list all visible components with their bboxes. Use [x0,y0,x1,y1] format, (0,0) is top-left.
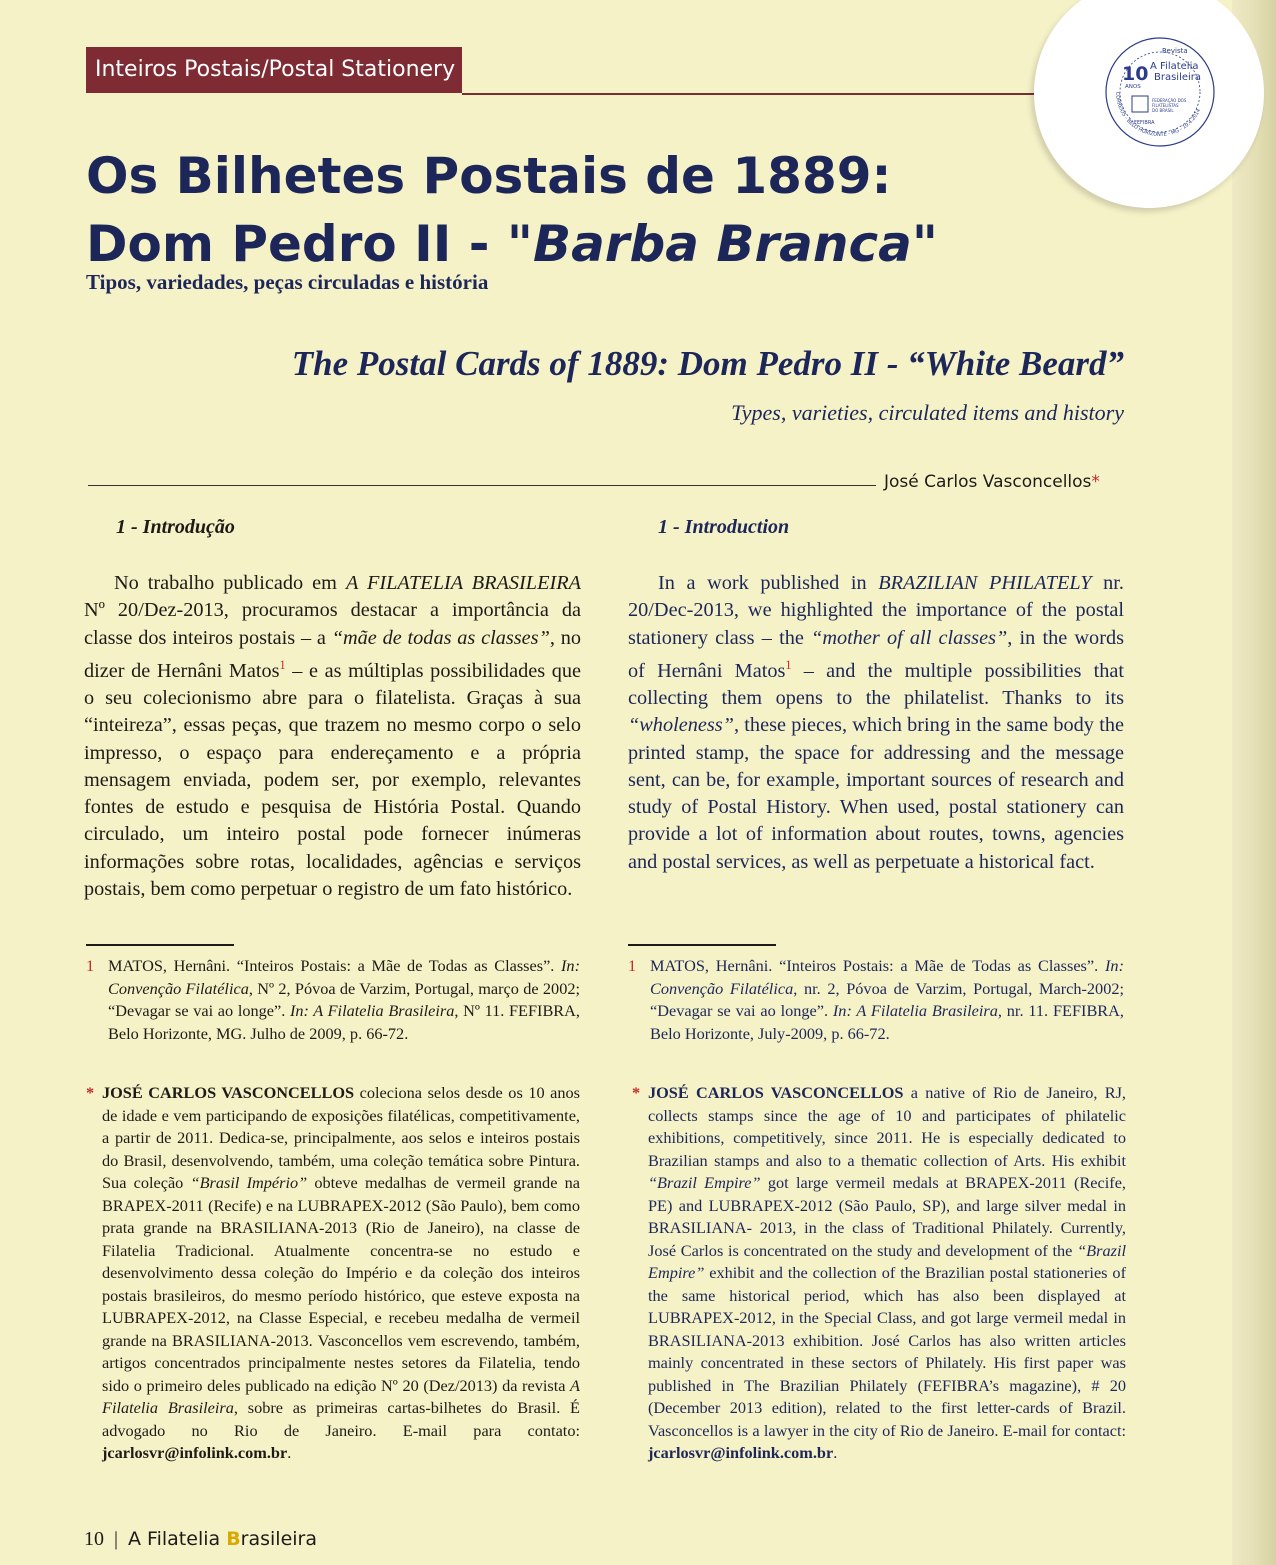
heading-introduction: 1 - Introduction [658,516,790,538]
seal-brand-line1: A Filatelia [1150,61,1199,72]
text-segment: In a work published in [658,572,879,594]
text-segment: , nr. 11. FEFIBRA, Belo Horizonte, July-2009, p. 66-72. [650,1001,1124,1043]
text-segment: , Nº 11. FEFIBRA, Belo Horizonte, MG. Julho de 2009, p. 66-72. [108,1001,580,1043]
magazine-name [128,1528,317,1550]
text-segment: . [833,1443,838,1462]
footnote-rule-pt [86,944,234,946]
magazine-name-c: rasileira [240,1528,318,1550]
title-english: The Postal Cards of 1889: Dom Pedro II - “White Beard” [291,344,1124,383]
footnote-text [628,955,1124,1045]
magazine-name-b: B [226,1528,241,1550]
text-segment: , these pieces, which bring in the same body the printed stamp, the space for addressing and the message sent, can be, for example, important sources of research and study of Postal History. When used, postal stationery can provide a lot of information about routes, towns, agencies and postal services, as well as perpetuate a historical fact. [628,714,1124,873]
byline-rule [88,485,876,486]
footnote-text [86,955,580,1045]
title-line2-italic: Barba Branca [532,215,912,273]
footnote-number: 1 [628,956,637,975]
seal-brand-line2: Brasileira [1154,72,1202,83]
text-segment: jcarlosvr@infolink.com.br [102,1443,288,1462]
footer-separator: | [114,1527,119,1550]
text-segment: “mãe de todas as classes” [331,626,550,649]
footnote-ref: 1 [279,657,286,672]
text-segment: MATOS, Hernâni. “Inteiros Postais: a Mãe de Todas as Classes”. [108,956,562,975]
body-portuguese [84,570,581,903]
footnote-number: 1 [86,956,95,975]
text-segment: jcarlosvr@infolink.com.br [648,1443,834,1462]
article-title [86,142,1046,278]
text-segment: got large vermeil medals at BRAPEX-2011 (Recife, PE) and LUBRAPEX-2012 (São Paulo, SP), and large silver medal in BRASILIANA- 2013, in the class of Traditional Philately. Currently, José Carlos is concentrated on the study and development of the [648,1173,1126,1260]
page-number: 10 [84,1527,104,1550]
text-segment: , sobre as primeiras cartas-bilhetes do Brasil. É advogado no Rio de Janeiro. E-mail para contato: [102,1398,580,1440]
svg-text:FEDERAÇÃO DOS FILATELIST: FEDERAÇÃO DOS FILATELISTAS DO BRASIL [1152,98,1187,113]
text-segment: coleciona selos desde os 10 anos de idade e vem participando de exposições filatélicas, competitivamente, a partir de 2011. Dedica-se, principalmente, aos selos e inteiros postais do Brasil, desenvolvendo, também, uma coleção temática sobre Pintura. Sua coleção [102,1083,581,1192]
text-segment: , no dizer de Hernâni Matos [84,626,582,682]
section-rule [462,93,1062,95]
text-segment: In: Convenção Filatélica [108,956,580,998]
text-segment: “Brazil Empire” [648,1240,1126,1282]
byline [884,472,1124,492]
bio-text [86,1082,580,1465]
text-segment: In: A Filatelia Brasileira [289,1001,455,1021]
text-segment: , nr. 2, Póvoa de Varzim, Portugal, March-2002; “Devagar se vai ao longe”. [650,978,1124,1021]
bio-marker: * [632,1083,641,1102]
section-label: Inteiros Postais/Postal Stationery [86,47,462,93]
text-segment: MATOS, Hernâni. “Inteiros Postais: a Mãe de Todas as Classes”. [650,956,1106,975]
bio-marker: * [86,1083,95,1102]
heading-introducao: 1 - Introdução [116,516,235,538]
seal-top-text: Revista [1162,47,1188,55]
text-segment: nr. 20/Dec-2013, we highlighted the importance of the postal stationery class – the [628,572,1124,649]
text-segment: – e as múltiplas possibilidades que o seu colecionismo abre para o filatelista. Graças à sua “inteireza”, essas peças, que trazem no mesmo corpo o selo impresso, o espaço para endereçamento e a própria mensagem enviada, podem ser, por exemplo, relevantes fontes de estudo e pesquisa de História Postal. Quando circulado, um inteiro postal pode fornecer inúmeras informações sobre rotas, localidades, agências e serviços postais, bem como perpetuar o registro de um fato histórico. [84,659,581,901]
text-segment: In: A Filatelia Brasileira [832,1001,998,1021]
text-segment: In: Convenção Filatélica [650,956,1124,998]
title-line2-end: " [911,215,938,273]
text-segment: exhibit and the collection of the Brazilian postal stationeries of the same historical period, which has also been displayed at LUBRAPEX-2012, in the Special Class, and got large vermeil medal in BRASILIANA-2013 exhibition. José Carlos has also written articles mainly concentrated in these sectors of Philately. His first paper was published in The Brazilian Philately (FEFIBRA’s magazine), # 20 (December 2013 edition), related to the first letter-cards of Brazil. Vasconcellos is a lawyer in the city of Rio de Janeiro. E-mail for contact: [648,1263,1126,1440]
text-segment: “mother of all classes” [811,626,1008,649]
footnote-english [628,955,1124,1045]
magazine-name-a: A Filatelia [128,1528,227,1550]
text-segment: A Filatelia Brasileira [102,1375,580,1417]
footnote-rule-en [628,944,776,946]
seal-years: ANOS [1125,84,1141,90]
text-segment: “Brazil Empire” [648,1173,761,1192]
page-footer [84,1524,317,1554]
seal-fefibra: FEFIBRA [1134,120,1155,126]
text-segment: obteve medalhas de vermeil grande na BRAPEX-2011 (Recife) e na LUBRAPEX-2012 (São Paulo), bem como prata grande na BRASILIANA-2013 (Rio de Janeiro), na classe de Filatelia Tradicional. Atualmente concentra-se no estudo e desenvolvimento dessa coleção do Império e da coleção dos inteiros postais brasileiros, do mesmo período histórico, que esteve exposta na LUBRAPEX-2012, na Classe Especial, e recebeu medalha de vermeil grande na BRASILIANA-2013. Vasconcellos vem escrevendo, também, artigos concentrados principalmente nestes setores da Filatelia, tendo sido o primeiro deles publicado na edição Nº 20 (Dez/2013) da revista [102,1173,580,1395]
text-segment: “Brasil Império” [190,1173,308,1192]
text-segment: A FILATELIA BRASILEIRA [345,572,581,594]
footnote-portuguese [86,955,580,1045]
subtitle-english: Types, varieties, circulated items and history [731,400,1124,425]
text-segment: BRAZILIAN PHILATELY [878,572,1092,594]
author-bio-english [632,1082,1126,1465]
text-segment: “wholeness” [628,714,734,737]
author-name: José Carlos Vasconcellos [884,472,1092,492]
anniversary-seal-area [1022,0,1276,218]
seal-number: 10 [1122,63,1149,85]
text-segment: No trabalho publicado em [114,572,346,594]
text-segment: . [287,1443,292,1462]
author-marker: * [1091,472,1100,492]
subtitle-portuguese: Tipos, variedades, peças circuladas e história [86,270,489,294]
page-edge [1232,0,1276,1565]
text-segment: , Nº 2, Póvoa de Varzim, Portugal, março de 2002; “Devagar se vai ao longe”. [108,978,580,1021]
seal-ring-text: CORREIOS - BELO HORIZONTE - MG - 10.4.2014 [1113,91,1203,139]
body-english [628,570,1124,876]
title-line1: Os Bilhetes Postais de 1889: [86,147,892,205]
anniversary-seal-icon [1104,36,1216,148]
title-line2-start: Dom Pedro II - " [86,215,533,273]
footnote-ref: 1 [785,657,792,672]
author-bio-portuguese [86,1082,580,1465]
text-segment: Nº 20/Dez-2013, procuramos destacar a importância da classe dos inteiros postais – a [84,599,581,649]
text-segment: JOSÉ CARLOS VASCONCELLOS [648,1083,904,1102]
text-segment: – and the multiple possibilities that collecting them opens to the philatelist. Thanks to its [628,659,1124,709]
text-segment: JOSÉ CARLOS VASCONCELLOS [102,1083,355,1102]
text-segment: a native of Rio de Janeiro, RJ, collects stamps since the age of 10 and participates of philatelic exhibitions, competitively, since 2011. He is especially dedicated to Brazilian stamps and also to a thematic collection of Arts. His exhibit [648,1083,1127,1170]
text-segment: , in the words of Hernâni Matos [628,626,1124,682]
bio-text [632,1082,1126,1465]
